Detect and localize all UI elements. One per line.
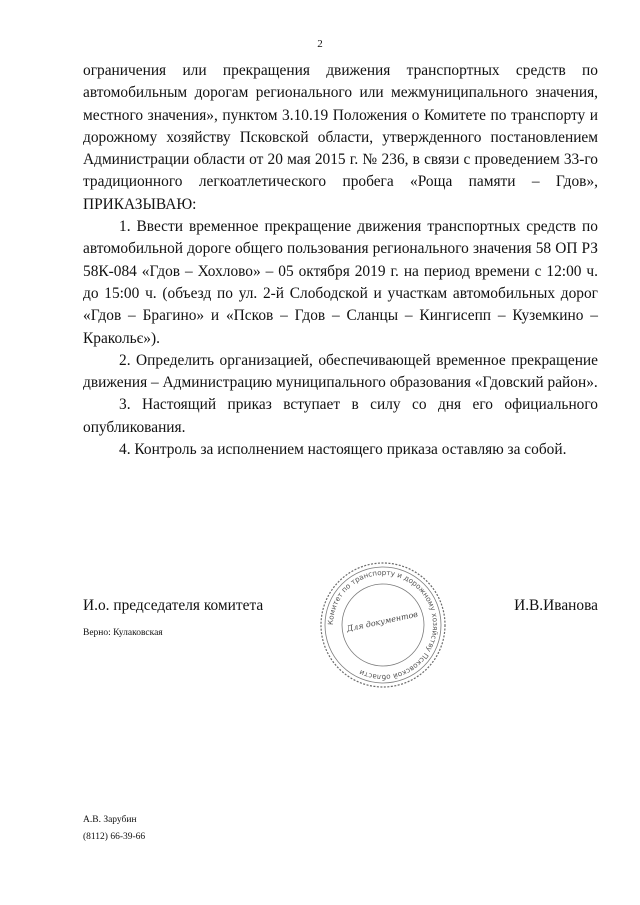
stamp-center-text: Для документов <box>345 609 419 634</box>
preamble-paragraph: ограничения или прекращения движения транспортных средств по автомобильным дорогам регионального или межмуниципального значения, местного значения», пунктом 3.10.19 Положения о Комитете по транспорту и дорожному хозяйству Псковской области, утвержденного постановлением Администрации области от 20 мая 2015 г. № 236, в связи с проведением 33-го традиционного легкоатлетического пробега «Роща памяти – Гдов», ПРИКАЗЫВАЮ: <box>83 62 598 213</box>
signatory-name: И.В.Иванова <box>514 597 598 614</box>
executor-phone: (8112) 66-39-66 <box>83 832 146 842</box>
signatory-title: И.о. председателя комитета <box>83 597 264 614</box>
order-item-2: 2. Определить организацией, обеспечивающей временное прекращение движения – Администрацию муниципального образования «Гдовский район». <box>83 351 598 392</box>
official-stamp <box>318 560 448 690</box>
order-body <box>83 60 598 461</box>
executor-name: А.В. Зарубин <box>83 815 137 825</box>
verno-note: Верно: Кулаковская <box>83 628 163 638</box>
order-item-3: 3. Настоящий приказ вступает в силу со дня его официального опубликования. <box>83 396 598 436</box>
page-number: 2 <box>317 38 323 50</box>
order-item-4: 4. Контроль за исполнением настоящего приказа оставляю за собой. <box>119 441 567 459</box>
order-item-1: 1. Ввести временное прекращение движения транспортных средств по автомобильной дороге общего пользования регионального значения 58 ОП РЗ 58К-084 «Гдов – Хохлово» – 05 октября 2019 г. на период времени с 12:00 ч. до 15:00 ч. (объезд по ул. 2-й Слободской и участкам автомобильных дорог «Гдов – Брагино» и «Псков – Гдов – Сланцы – Кингисепп – Куземкино – Кракольє»). <box>83 218 598 347</box>
executor-block <box>83 812 145 846</box>
stamp-ring-text: Комитет по транспорту и дорожному хозяйству Псковской области <box>325 567 441 683</box>
